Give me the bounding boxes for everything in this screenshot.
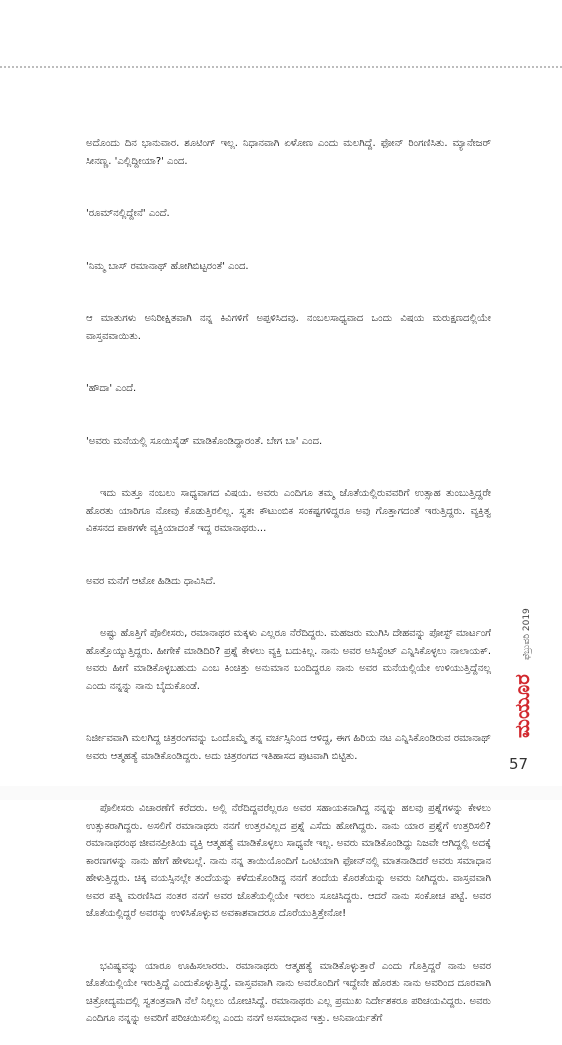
- paragraph: ಆ ಮಾತುಗಳು ಅನಿರೀಕ್ಷಿತವಾಗಿ ನನ್ನ ಕಿವಿಗಳಿಗೆ ಅಪ್ಪಳಿಸಿದವು. ನಂಬಲಸಾಧ್ಯವಾದ ಒಂದು ವಿಷಯ ಮರುಕ್ಷಣದಲ್ಲಿಯೇ ವಾಸ್ತವವಾಯಿತು.: [86, 313, 495, 342]
- paragraph: ಭವಿಷ್ಯವನ್ನು ಯಾರೂ ಊಹಿಸಲಾರರು. ರಮಾನಾಥರು ಆತ್ಮಹತ್ಯೆ ಮಾಡಿಕೊಳ್ಳುತ್ತಾರೆ ಎಂದು ಗೊತ್ತಿದ್ದರೆ ನಾನು ಅವರ ಜೊತೆಯಲ್ಲಿಯೇ ಇರುತ್ತಿದ್ದೆ ಎಂದುಕೊಳ್ಳುತ್ತಿದ್ದೆ. ವಾಸ್ತವವಾಗಿ ನಾನು ಅವರೊಂದಿಗೆ ಇದ್ದೇನೇ ಹೊರತು ನಾನು ಅವರಿಂದ ದೂರವಾಗಿ ಚಿತ್ರೋದ್ಯಮದಲ್ಲಿ ಸ್ವತಂತ್ರವಾಗಿ ನೆಲೆ ನಿಲ್ಲಲು ಯೋಚಿಸಿದ್ದೆ. ರಮಾನಾಥರು ಎಲ್ಲ ಪ್ರಮುಖ ನಿರ್ದೇಶಕರೂ ಪರಿಚಯವಿದ್ದರು. ಅವರು ಎಂದಿಗೂ ನನ್ನನ್ನು ಅವರಿಗೆ ಪರಿಚಯಿಸಲಿಲ್ಲ ಎಂದು ನನಗೆ ಅಸಮಾಧಾನ ಇತ್ತು. ಅನಿವಾರ್ಯತೆಗೆ: [86, 960, 495, 1024]
- paragraph: ಅಷ್ಟು ಹೊತ್ತಿಗೆ ಪೊಲೀಸರು, ರಮಾನಾಥರ ಮಕ್ಕಳು ಎಲ್ಲರೂ ನೆರೆದಿದ್ದರು. ಮಹಜರು ಮುಗಿಸಿ ದೇಹವನ್ನು ಪೋಸ್ಟ್ ಮಾರ್ಟಂಗೆ ಹೊತ್ತೊಯ್ಯುತ್ತಿದ್ದರು. ಹೀಗೇಕೆ ಮಾಡಿದಿರಿ? ಪ್ರಶ್ನೆ ಕೇಳಲು ವ್ಯಕ್ತಿ ಬದುಕಿಲ್ಲ. ನಾನು ಅವರ ಅಸಿಸ್ಟೆಂಟ್ ಎನ್ನಿಸಿಕೊಳ್ಳಲು ನಾಲಾಯಕ್. ಅವರು ಹೀಗೆ ಮಾಡಿಕೊಳ್ಳಬಹುದು ಎಂಬ ಕಿಂಚಿತ್ತು ಅನುಮಾನ ಬಂದಿದ್ದರೂ ನಾನು ಅವರ ಮನೆಯಲ್ಲಿಯೇ ಉಳಿಯುತ್ತಿದ್ದೆನಲ್ಲ ಎಂದು ನನ್ನನ್ನು ನಾನು ಬೈದುಕೊಂಡೆ.: [86, 628, 495, 692]
- page-number: 57: [509, 755, 529, 773]
- paragraph: 'ಹೌದಾ' ಎಂದೆ.: [86, 383, 137, 394]
- paragraph: 'ಅವರು ಮನೆಯಲ್ಲಿ ಸೂಯಿಸೈಡ್ ಮಾಡಿಕೊಂಡಿದ್ದಾರಂತೆ. ಬೇಗ ಬಾ' ಎಂದ.: [86, 435, 323, 447]
- footer-bar: [0, 786, 562, 800]
- issue-date: ಫೆಬ್ರುವರಿ 2019: [522, 608, 532, 660]
- paragraph: ಪೊಲೀಸರು ವಿಚಾರಣೆಗೆ ಕರೆದರು. ಅಲ್ಲಿ ನೆರೆದಿದ್ದವರೆಲ್ಲರೂ ಅವರ ಸಹಾಯಕನಾಗಿದ್ದ ನನ್ನನ್ನು ಹಲವು ಪ್ರಶ್ನೆಗಳನ್ನು ಕೇಳಲು ಉತ್ಸುಕರಾಗಿದ್ದರು. ಅಸಲಿಗೆ ರಮಾನಾಥರು ನನಗೆ ಉತ್ತರವಿಲ್ಲದ ಪ್ರಶ್ನೆ ಎಸೆದು ಹೋಗಿದ್ದರು. ನಾನು ಯಾರ ಪ್ರಶ್ನೆಗೆ ಉತ್ತರಿಸಲಿ? ರಮಾನಾಥರಂಥ ಜೀವನಪ್ರೀತಿಯ ವ್ಯಕ್ತಿ ಆತ್ಮಹತ್ಯೆ ಮಾಡಿಕೊಳ್ಳಲು ಸಾಧ್ಯವೇ ಇಲ್ಲ. ಅವರು ಮಾಡಿಕೊಂಡಿದ್ದು ನಿಜವೇ ಆಗಿದ್ದಲ್ಲಿ ಅದಕ್ಕೆ ಕಾರಣಗಳನ್ನು ನಾನು ಹೇಗೆ ಹೇಳಬಲ್ಲೆ. ನಾನು ನನ್ನ ತಾಯಿಯೊಂದಿಗೆ ಒಂಟಿಯಾಗಿ ಫೋನ್‌ನಲ್ಲಿ ಮಾತನಾಡಿದರೆ ಅವರು ಸಮಾಧಾನ ಹೇಳುತ್ತಿದ್ದರು. ಚಿಕ್ಕ ವಯಸ್ಸಿನಲ್ಲೇ ತಂದೆಯನ್ನು ಕಳೆದುಕೊಂಡಿದ್ದ ನನಗೆ ತಂದೆಯ ಕೊರತೆಯನ್ನು ಅವರು ನೀಗಿದ್ದರು. ವಾಸ್ತವವಾಗಿ ಅವರ ಪತ್ನಿ ಮರಣಿಸಿದ ನಂತರ ನನಗೆ ಅವರ ಜೊತೆಯಲ್ಲಿಯೇ ಇರಲು ಸೂಚಿಸಿದ್ದರು. ಆದರೆ ನಾನು ಸಂಕೋಚ ಪಟ್ಟೆ. ಅವರ ಜೊತೆಯಲ್ಲಿದ್ದರೆ ಅವರನ್ನು ಉಳಿಸಿಕೊಳ್ಳುವ ಅವಕಾಶವಾದರೂ ದೊರೆಯುತ್ತಿತ್ತೇನೋ!: [86, 803, 495, 919]
- dotted-divider: [0, 66, 562, 68]
- paragraph: ಅವರ ಮನೆಗೆ ಆಟೋ ಹಿಡಿದು ಧಾವಿಸಿದೆ.: [86, 575, 216, 587]
- paragraph: 'ರೂಮ್‌ನಲ್ಲಿದ್ದೇನೆ' ಎಂದೆ.: [86, 208, 170, 219]
- article-body: [86, 100, 495, 1045]
- paragraph: ನಿರ್ಜೀವವಾಗಿ ಮಲಗಿದ್ದ ಚಿತ್ರರಂಗವನ್ನು ಒಂದೊಮ್ಮೆ ತನ್ನ ವರ್ಚಸ್ಸಿನಿಂದ ಆಳಿದ್ದ, ಈಗ ಹಿರಿಯ ನಟ ಎನ್ನಿಸಿಕೊಂಡಿರುವ ರಮಾನಾಥ್ ಅವರು ಆತ್ಮಹತ್ಯೆ ಮಾಡಿಕೊಂಡಿದ್ದರು. ಅದು ಚಿತ್ರರಂಗದ ಇತಿಹಾಸದ ಪುಟವಾಗಿ ಬಿಟ್ಟಿತು.: [86, 733, 495, 762]
- magazine-logo: ಮಯೂರ: [510, 674, 534, 738]
- paragraph: 'ನಿಮ್ಮ ಬಾಸ್ ರಮಾನಾಥ್ ಹೋಗಿಬಿಟ್ಟರಂತೆ' ಎಂದ.: [86, 260, 249, 272]
- paragraph: ಅದೊಂದು ದಿನ ಭಾನುವಾರ. ಶೂಟಿಂಗ್ ಇಲ್ಲ. ನಿಧಾನವಾಗಿ ಏಳೋಣ ಎಂದು ಮಲಗಿದ್ದೆ. ಫೋನ್ ರಿಂಗಣಿಸಿತು. ಮ್ಯಾನೇಜರ್ ಸೀನಣ್ಣ. 'ಎಲ್ಲಿದ್ದೀಯಾ?' ಎಂದ.: [86, 138, 495, 167]
- paragraph: ಇದು ಮತ್ತೂ ನಂಬಲು ಸಾಧ್ಯವಾಗದ ವಿಷಯ. ಅವರು ಎಂದಿಗೂ ತಮ್ಮ ಜೊತೆಯಲ್ಲಿರುವವರಿಗೆ ಉತ್ಸಾಹ ತುಂಬುತ್ತಿದ್ದರೇ ಹೊರತು ಯಾರಿಗೂ ನೋವು ಕೊಡುತ್ತಿರಲಿಲ್ಲ. ಸ್ವತಃ ಕೌಟುಂಬಿಕ ಸಂಕಷ್ಟಗಳಿದ್ದರೂ ಅವು ಗೊತ್ತಾಗದಂತೆ ಇರುತ್ತಿದ್ದರು. ವ್ಯಕ್ತಿತ್ವ ವಿಕಸನದ ಪಾಠಗಳೇ ವ್ಯಕ್ತಿಯಾದಂತೆ ಇದ್ದ ರಮಾನಾಥರು...: [86, 488, 495, 534]
